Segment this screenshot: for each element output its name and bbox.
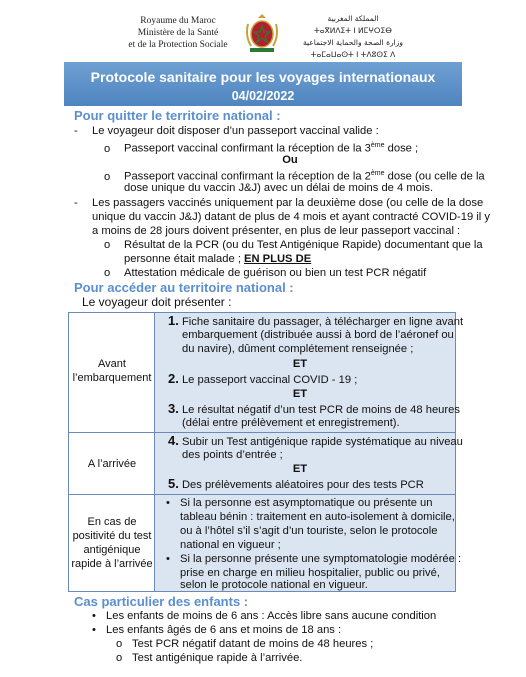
item-text: Des prélèvements aléatoires pour des tests PCR — [181, 479, 424, 491]
item-4 — [168, 434, 463, 449]
item-2 — [168, 372, 357, 387]
ministry-name-tz: ⵜⴰⵎⴰⵡⴰⵙⵜ ⵏ ⵜⴷⵓⵙⵉ ⴷ — [310, 50, 396, 59]
item-1 — [168, 314, 463, 329]
bullet-text-cont: unique du vaccin J&J) datant de plus de 4 mois et ayant contracté COVID-19 il y — [92, 211, 490, 223]
bullet-under-6: • Les enfants de moins de 6 ans : Accès libre sans aucune condition — [92, 610, 437, 622]
option-text-cont: dose unique du vaccin J&J) avec un délai de moins de 4 mois. — [124, 182, 434, 194]
item-text-cont: des points d’entrée ; — [182, 449, 283, 461]
item-3 — [168, 402, 460, 417]
and-separator: ET — [292, 388, 308, 400]
option-text: Attestation médicale de guérison ou bien un test PCR négatif — [124, 267, 427, 279]
section-intro: Le voyageur doit présenter : — [82, 295, 232, 309]
bullet-text: Les passagers vaccinés uniquement par la deuxième dose (ou celle de la dose — [92, 197, 484, 209]
coat-of-arms-icon — [242, 12, 282, 54]
bullet-text-cont: ou à l’hôtel s’il s’agit d’un touriste, selon le protocole — [180, 525, 438, 537]
option-text: Résultat de la PCR (ou du Test Antigénique Rapide) documentant que la — [124, 239, 483, 251]
and-separator: ET — [292, 463, 308, 475]
section-title-children: Cas particulier des enfants : — [74, 594, 249, 609]
option-third-dose: o Passeport vaccinal confirmant la réception de la 3ème dose ; — [104, 142, 419, 155]
bullet-6-to-18: • Les enfants âgés de 6 ans et moins de 18 ans : — [92, 624, 342, 636]
row-label: rapide à l’arrivée — [71, 558, 153, 570]
row-label-before-boarding — [68, 312, 156, 444]
kingdom-name: Royaume du Maroc — [140, 16, 216, 26]
or-separator: Ou — [282, 154, 298, 166]
option-pcr-result-cont — [124, 252, 311, 266]
ministry-name-ar: وزارة الصحة والحماية الاجتماعية — [303, 38, 403, 47]
option-medical-certificate: o Attestation médicale de guérison ou bien un test PCR négatif — [104, 267, 427, 279]
en-plus-de-label: EN PLUS DE — [244, 253, 312, 265]
row-label: Avant — [98, 358, 126, 370]
and-separator: ET — [292, 358, 308, 370]
bullet-text-cont: selon le protocole national en vigueur. — [180, 579, 368, 591]
bullet-text-cont: a moins de 28 jours doivent présenter, en plus de leur passeport vaccinal : — [92, 225, 461, 237]
kingdom-name-tz: ⵜⴰⴳⵍⴷⵉⵜ ⵏ ⵍⵎⵖⵔⵉⴱ — [314, 26, 392, 35]
option-text-end: dose (ou celle de la — [384, 170, 485, 183]
ministry-name-2: et de la Protection Sociale — [128, 40, 228, 50]
option-text: Passeport vaccinal confirmant la réception de la 3 — [124, 142, 371, 155]
option-second-dose: o Passeport vaccinal confirmant la réception de la 2ème dose (ou celle de la — [104, 170, 485, 183]
item-number: 3. — [168, 401, 179, 416]
option-text-end: dose ; — [384, 142, 419, 155]
option-text-cont: personne était malade ; — [124, 253, 245, 265]
bullet-moderate: • Si la personne présente une symptomatologie modérée : — [166, 553, 462, 565]
bullet-text: Les enfants âgés de 6 ans et moins de 18 ans : — [106, 624, 342, 636]
row-label: En cas de — [87, 516, 137, 528]
bullet-text-cont: tableau bénin : traitement en auto-isolement à domicile, — [180, 511, 455, 523]
option-pcr-result: o Résultat de la PCR (ou du Test Antigénique Rapide) documentant que la — [104, 239, 483, 251]
bullet-text-cont: national en vigueur ; — [180, 539, 281, 551]
row-label: l’embarquement — [72, 372, 152, 384]
option-text: Test antigénique rapide à l’arrivée. — [132, 652, 303, 664]
row-label-positive-test — [68, 494, 156, 592]
section-title-leave: Pour quitter le territoire national : — [74, 108, 281, 123]
option-text: Test PCR négatif datant de moins de 48 heures ; — [132, 638, 374, 650]
option-pcr-48h: o Test PCR négatif datant de moins de 48 heures ; — [116, 638, 374, 650]
bullet-text-cont: prise en charge en milieu hospitalier, public ou privé, — [180, 567, 440, 579]
document-title: Protocole sanitaire pour les voyages internationaux — [90, 69, 436, 85]
option-text: Passeport vaccinal confirmant la réception de la 2 — [124, 170, 371, 183]
row-label: positivité du test — [72, 530, 152, 542]
row-label: antigénique — [83, 544, 141, 556]
section-title-enter: Pour accéder au territoire national : — [74, 280, 294, 295]
item-number: 4. — [168, 433, 179, 448]
superscript: ème — [370, 170, 385, 177]
item-text: Le résultat négatif d’un test PCR de moins de 48 heures — [181, 404, 460, 416]
item-text: Fiche sanitaire du passager, à télécharger en ligne avant — [181, 316, 464, 328]
item-text-cont: (délai entre prélèvement et enregistrement). — [182, 417, 400, 429]
ministry-header-fr — [118, 15, 238, 51]
item-text-cont: du navire), dûment complétement renseignée ; — [182, 343, 414, 355]
item-number: 1. — [168, 313, 179, 328]
bullet-recovered: - Les passagers vaccinés uniquement par la deuxième dose (ou celle de la dose — [74, 197, 484, 209]
superscript: ème — [370, 142, 385, 149]
bullet-text: Si la personne présente une symptomatologie modérée : — [180, 553, 462, 565]
item-number: 5. — [168, 476, 179, 491]
bullet-text: Si la personne est asymptomatique ou présente un — [180, 497, 433, 509]
title-banner — [64, 62, 462, 106]
item-text-cont: embarquement (distribuée aussi à bord de l’aéronef ou — [182, 329, 454, 341]
bullet-asymptomatic: • Si la personne est asymptomatique ou présente un — [166, 497, 433, 509]
bullet-text: Le voyageur doit disposer d’un passeport vaccinal valide : — [92, 125, 379, 137]
row-label-arrival — [68, 432, 156, 496]
item-text: Le passeport vaccinal COVID - 19 ; — [181, 374, 358, 386]
bullet-passport: - Le voyageur doit disposer d’un passeport vaccinal valide : — [74, 125, 379, 137]
option-antigen-arrival: o Test antigénique rapide à l’arrivée. — [116, 652, 303, 664]
row-label: A l’arrivée — [87, 458, 137, 470]
bullet-text: Les enfants de moins de 6 ans : Accès libre sans aucune condition — [106, 610, 437, 622]
item-number: 2. — [168, 371, 179, 386]
item-5 — [168, 477, 424, 492]
item-text: Subir un Test antigénique rapide systématique au niveau — [181, 436, 463, 448]
ministry-name: Ministère de la Santé — [137, 28, 219, 38]
kingdom-name-ar: المملكة المغربية — [327, 14, 379, 23]
document-date: 04/02/2022 — [231, 89, 295, 103]
